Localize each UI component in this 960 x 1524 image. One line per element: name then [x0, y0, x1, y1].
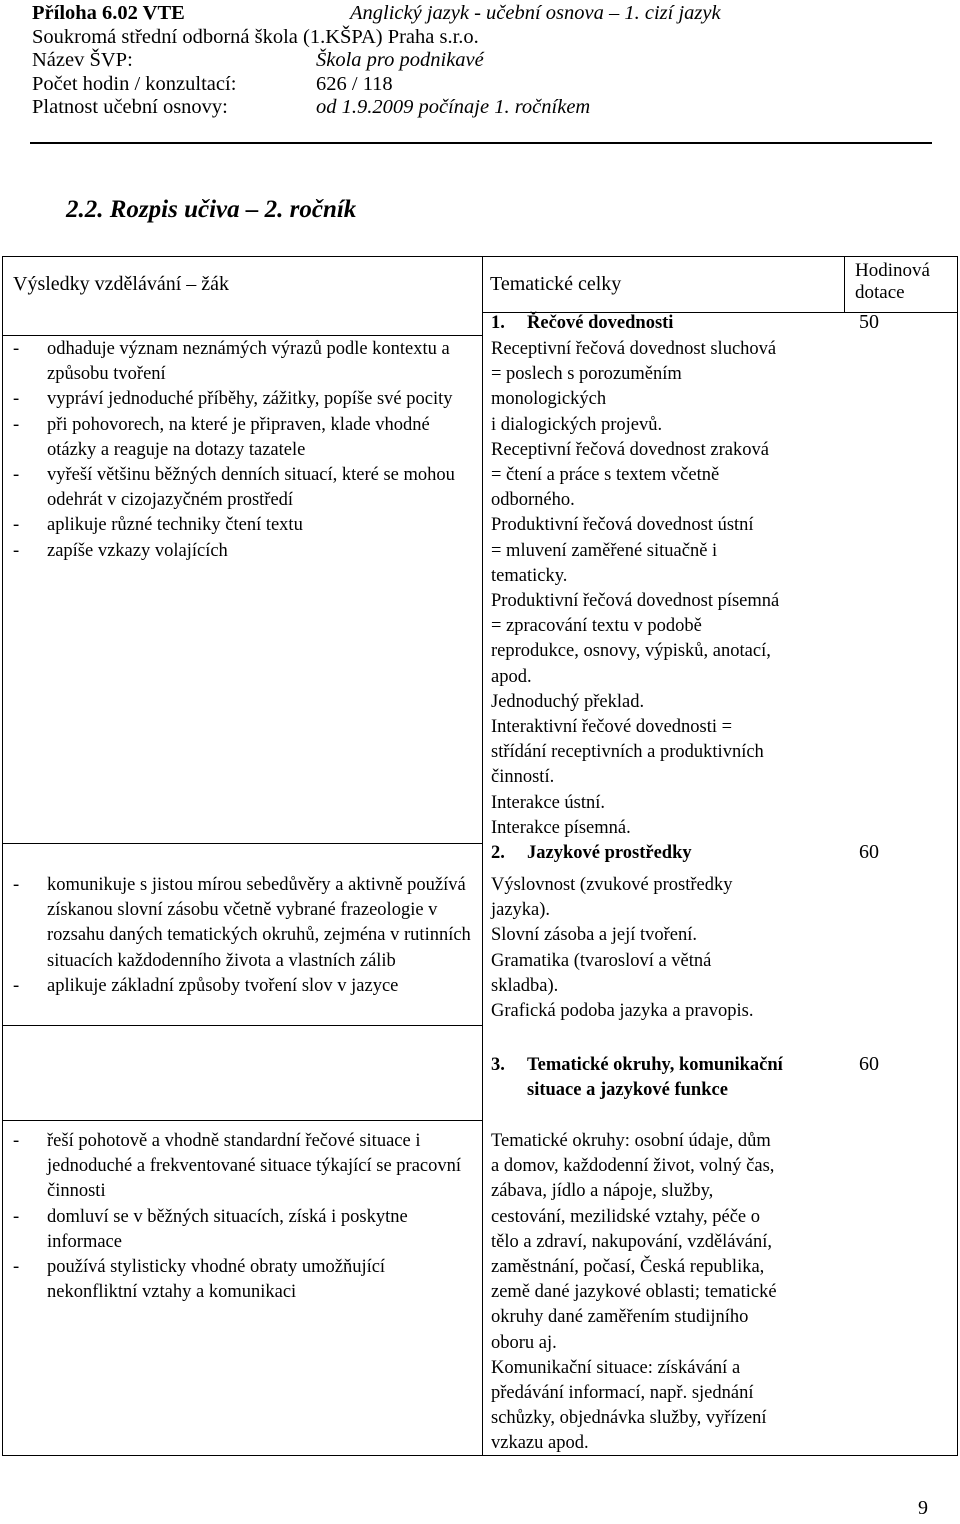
results-column-header: Výsledky vzdělávání – žák — [13, 273, 230, 295]
results-list — [11, 873, 473, 999]
column-divider — [482, 257, 483, 1455]
header-row — [32, 26, 932, 50]
row-divider — [3, 1120, 482, 1121]
result-item: - při pohovorech, na které je připraven, klade vhodné otázky a reaguje na dotazy tazatele — [11, 413, 473, 463]
unit-name: Jazykové prostředky — [527, 843, 692, 863]
curriculum-table — [2, 256, 958, 1456]
topic-content: Receptivní řečová dovednost sluchová = poslech s porozuměním monologických i dialogických projevů. Receptivní řečová dovednost zraková = čtení a práce s textem včetně odborného. Produktivní řečová dovednost ústní = mluvení zaměřené situačně i tematicky. Produktivní řečová dovednost písemná = zpracování textu v podobě reprodukce, osnovy, výpisků, anotací, apod. Jednoduchý překlad. Interaktivní řečové dovednosti = střídání receptivních a produktivních činností. Interakce ústní. Interakce písemná. — [491, 339, 780, 838]
result-item: - komunikuje s jistou mírou sebedůvěry a aktivně používá získanou slovní zásobu včetně vybrané frazeologie v rozsahu daných tematických okruhů, zejména v rutinních situacích každodenního života a vlastních zálib — [11, 873, 473, 974]
unit-number: 1. — [491, 313, 505, 333]
result-item: - aplikuje různé techniky čtení textu — [11, 513, 473, 538]
result-item: - používá stylisticky vhodné obraty umožňující nekonfliktní vztahy a komunikaci — [11, 1255, 473, 1305]
header-row — [32, 2, 932, 26]
result-item: - vypráví jednoduché příběhy, zážitky, popíše své pocity — [11, 387, 473, 412]
hours-header-text: Hodinová dotace — [855, 260, 930, 303]
unit-number: 2. — [491, 843, 505, 863]
results-list — [11, 1129, 473, 1305]
topics-column-header: Tematické celky — [490, 273, 622, 295]
unit-name: Tematické okruhy, komunikační situace a jazykové funkce — [527, 1055, 783, 1100]
unit-number: 3. — [491, 1055, 505, 1075]
section-title: 2.2. Rozpis učiva – 2. ročník — [66, 196, 357, 223]
result-item: - zapíše vzkazy volajících — [11, 539, 473, 564]
row-divider — [3, 843, 482, 844]
header-row — [32, 73, 932, 97]
unit-title — [491, 311, 673, 336]
results-list — [11, 337, 473, 564]
row-divider — [3, 1025, 482, 1026]
attachment-label: Příloha 6.02 VTE — [32, 2, 185, 24]
unit-title — [491, 1053, 837, 1103]
header-row — [32, 96, 932, 120]
program-value: Škola pro podnikavé — [316, 49, 484, 71]
header-row — [32, 49, 932, 73]
unit-hours: 60 — [859, 841, 879, 863]
validity-value: od 1.9.2009 počínaje 1. ročníkem — [316, 96, 591, 118]
result-item: - řeší pohotově a vhodně standardní řečové situace i jednoduché a frekventované situace týkající se pracovní činnosti — [11, 1129, 473, 1205]
result-item: - domluví se v běžných situacích, získá i poskytne informace — [11, 1205, 473, 1255]
validity-label: Platnost učební osnovy: — [32, 96, 228, 118]
result-item: - odhaduje význam neznámých výrazů podle kontextu a způsobu tvoření — [11, 337, 473, 387]
unit-title — [491, 841, 692, 866]
hours-column-header — [855, 260, 930, 304]
topic-content: Výslovnost (zvukové prostředky jazyka). Slovní zásoba a její tvoření. Gramatika (tvarosloví a větná skladba). Grafická podoba jazyka a pravopis. — [491, 875, 754, 1022]
row-divider — [3, 335, 482, 336]
document-header — [32, 2, 932, 120]
school-name: Soukromá střední odborná škola (1.KŠPA) Praha s.r.o. — [32, 25, 479, 48]
topic-content: Tematické okruhy: osobní údaje, dům a domov, každodenní život, volný čas, zábava, jídlo a nápoje, služby, cestování, mezilidské vztahy, péče o tělo a zdraví, nakupování, vzdělávání, zaměstnání, počasí, Česká republika, země dané jazykové oblasti; tematické okruhy dané zaměřením studijního oboru aj. Komunikační situace: získávání a předávání informací, např. sjednání schůzky, objednávka služby, vyřízení vzkazu apod. — [491, 1131, 777, 1454]
subject-title: Anglický jazyk - učební osnova – 1. cizí jazyk — [350, 2, 721, 24]
unit-hours: 60 — [859, 1053, 879, 1075]
unit-name: Řečové dovednosti — [527, 313, 674, 333]
unit-hours: 50 — [859, 311, 879, 333]
hours-value: 626 / 118 — [316, 72, 393, 95]
result-item: - vyřeší většinu běžných denních situací, které se mohou odehrát v cizojazyčném prostředí — [11, 463, 473, 513]
program-label: Název ŠVP: — [32, 49, 133, 71]
hours-label: Počet hodin / konzultací: — [32, 72, 237, 95]
column-divider — [844, 257, 845, 312]
header-divider — [30, 142, 932, 144]
result-item: - aplikuje základní způsoby tvoření slov v jazyce — [11, 974, 473, 999]
page-number: 9 — [918, 1497, 928, 1519]
